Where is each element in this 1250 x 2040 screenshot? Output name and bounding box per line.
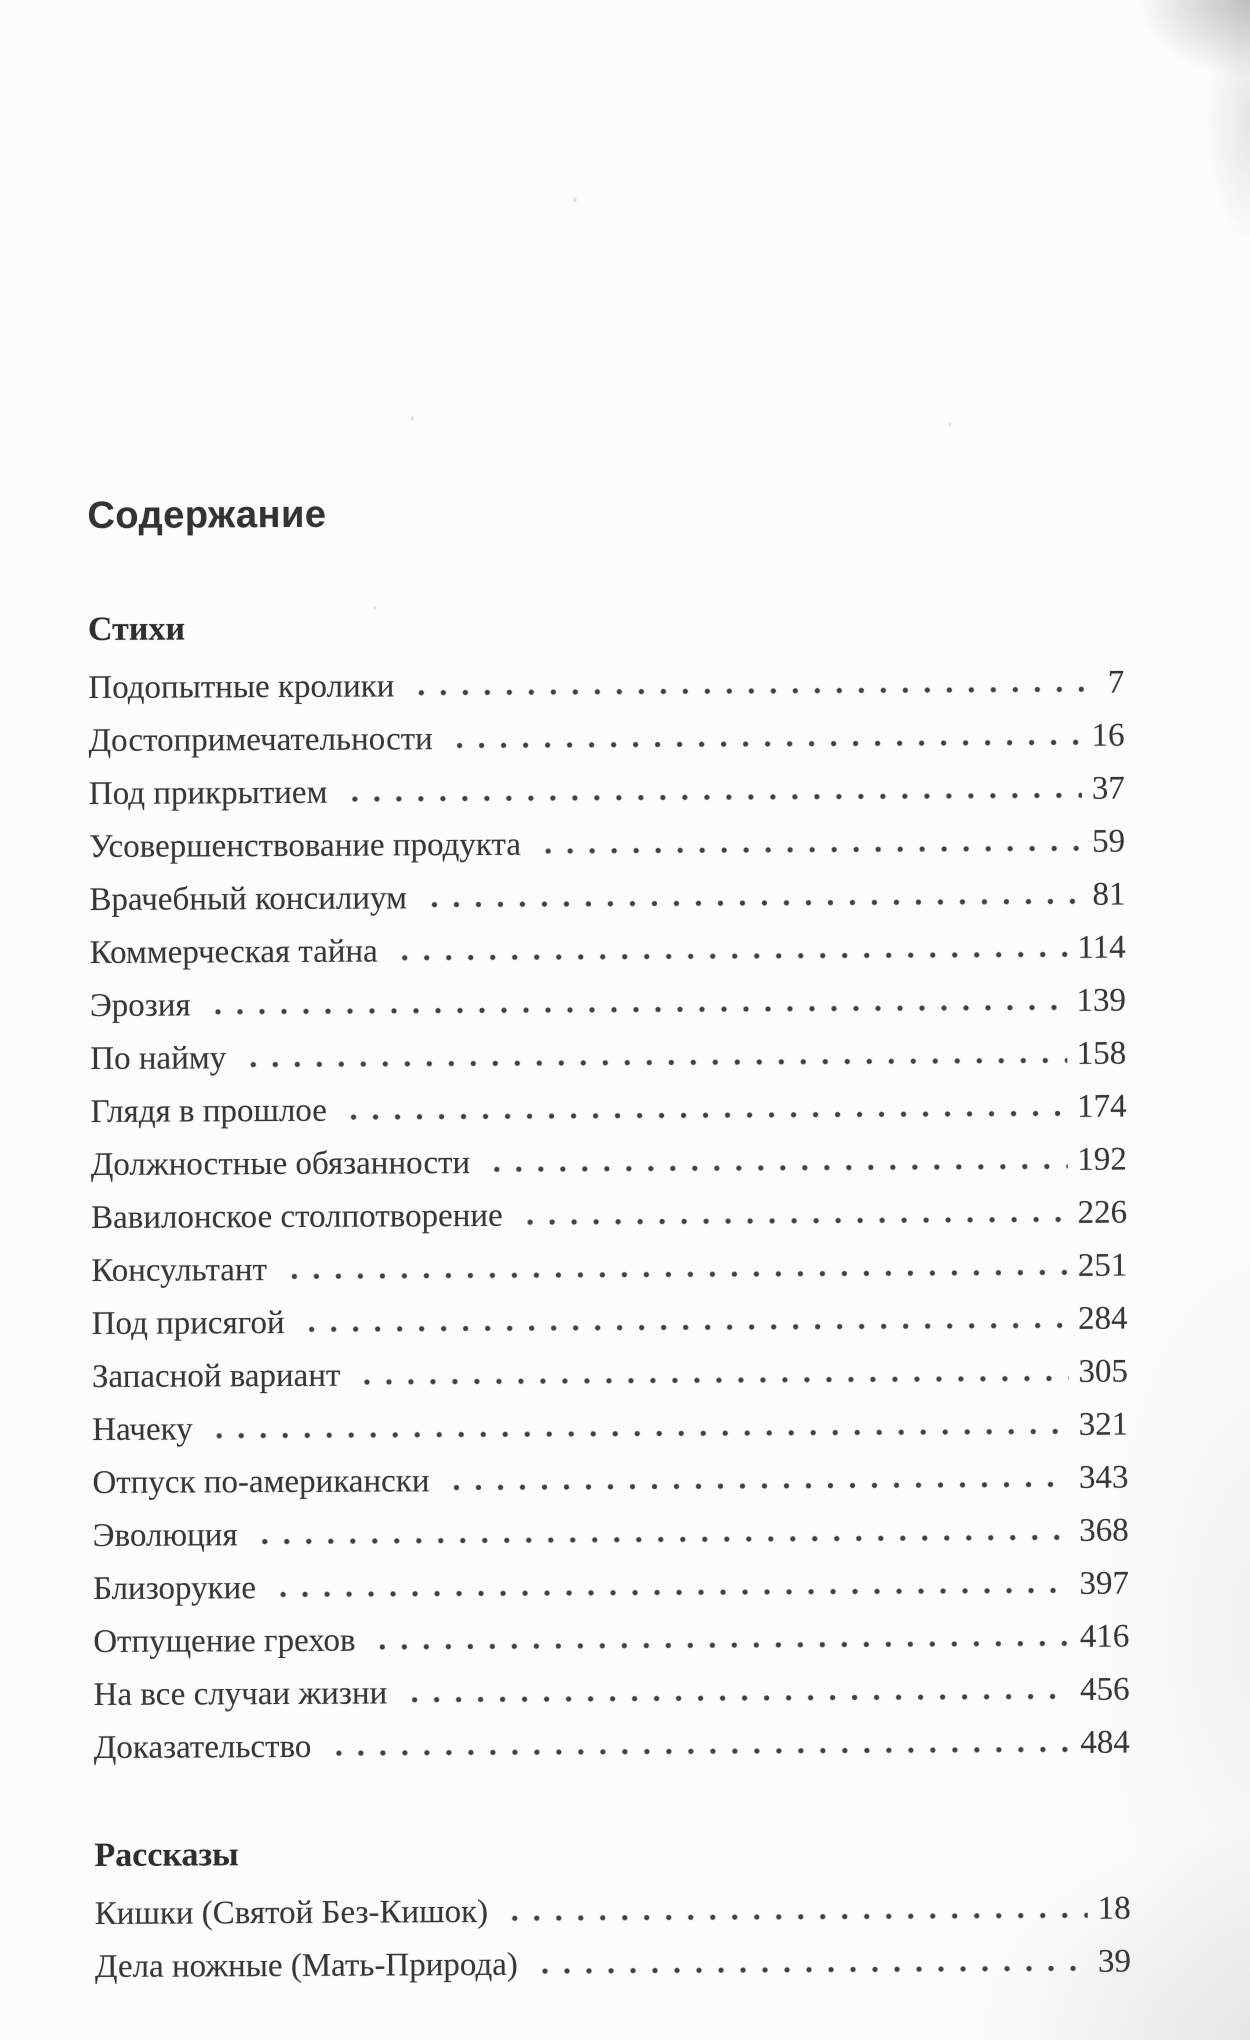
toc-entry <box>93 1505 1129 1563</box>
entry-page-number: 37 <box>1091 770 1125 807</box>
entry-title: Консультант <box>91 1252 268 1290</box>
entry-page-number: 18 <box>1097 1890 1131 1927</box>
toc-entry <box>92 1399 1128 1457</box>
section-entries <box>95 1883 1132 1994</box>
dot-leader <box>356 1375 1068 1386</box>
toc-entry <box>89 763 1125 821</box>
entry-page-number: 158 <box>1076 1035 1127 1072</box>
entry-page-number: 456 <box>1079 1671 1130 1708</box>
toc-entry <box>91 1293 1127 1351</box>
section-entries <box>88 657 1130 1775</box>
toc-entry <box>90 1081 1126 1139</box>
dot-leader <box>537 845 1082 855</box>
entry-page-number: 174 <box>1076 1088 1127 1125</box>
dot-leader <box>445 1481 1069 1491</box>
entry-page-number: 321 <box>1078 1406 1129 1443</box>
entry-title: Должностные обязанности <box>90 1145 471 1184</box>
section-heading: Рассказы <box>94 1836 239 1874</box>
toc-entry <box>90 922 1126 980</box>
toc-entry <box>92 1452 1128 1510</box>
dot-leader <box>403 1693 1070 1703</box>
toc-section <box>94 1830 1131 1994</box>
toc-entry <box>88 710 1124 768</box>
entry-title: Врачебный консилиум <box>89 880 408 919</box>
entry-page-number: 81 <box>1092 876 1126 913</box>
toc-entry <box>91 1240 1127 1298</box>
entry-page-number: 39 <box>1097 1943 1132 1980</box>
toc-section <box>88 604 1130 1775</box>
toc-entry <box>91 1134 1127 1192</box>
dot-leader <box>423 898 1083 908</box>
entry-title: Эрозия <box>89 987 191 1025</box>
entry-title: Отпущение грехов <box>93 1622 356 1660</box>
dot-leader <box>343 792 1081 803</box>
entry-title: Эволюция <box>92 1517 238 1554</box>
entry-title: Отпуск по-американски <box>92 1463 430 1501</box>
toc-entry <box>91 1187 1127 1245</box>
entry-title: Начеку <box>92 1411 193 1448</box>
entry-page-number: 59 <box>1092 823 1126 860</box>
entry-title: На все случаи жизни <box>93 1675 388 1713</box>
toc-entry <box>93 1664 1129 1722</box>
entry-title: Дела ножные (Мать-Природа) <box>94 1946 518 1985</box>
dot-leader <box>519 1216 1068 1226</box>
dot-leader <box>343 1110 1067 1121</box>
entry-page-number: 226 <box>1077 1194 1128 1231</box>
entry-title: Подопытные кролики <box>88 668 395 707</box>
entry-page-number: 484 <box>1080 1724 1130 1761</box>
section-heading: Стихи <box>87 610 186 649</box>
table-of-contents <box>87 488 1131 1994</box>
entry-title: По найму <box>90 1040 227 1078</box>
entry-title: Под прикрытием <box>88 774 328 813</box>
toc-entry <box>92 1346 1128 1404</box>
dot-leader <box>534 1965 1088 1975</box>
toc-entry <box>93 1558 1129 1616</box>
toc-entry <box>90 1028 1126 1086</box>
dot-leader <box>327 1746 1070 1757</box>
entry-page-number: 368 <box>1079 1512 1129 1549</box>
dot-leader <box>394 951 1068 962</box>
dot-leader <box>449 739 1082 749</box>
entry-title: Близорукие <box>92 1570 257 1607</box>
page-title: Содержание <box>87 493 327 538</box>
toc-entry <box>93 1611 1129 1669</box>
toc-entry <box>90 975 1126 1033</box>
entry-title: Глядя в прошлое <box>90 1092 328 1131</box>
toc-entry <box>88 657 1124 715</box>
entry-page-number: 114 <box>1077 929 1126 966</box>
dot-leader <box>207 1004 1067 1016</box>
dot-leader <box>410 686 1097 697</box>
dot-leader <box>272 1587 1070 1598</box>
entry-page-number: 139 <box>1076 982 1127 1019</box>
entry-page-number: 192 <box>1077 1141 1127 1178</box>
entry-title: Вавилонское столпотворение <box>90 1197 503 1237</box>
dot-leader <box>209 1428 1069 1440</box>
toc-entry <box>95 1936 1131 1994</box>
entry-title: Коммерческая тайна <box>89 933 378 972</box>
entry-page-number: 16 <box>1091 717 1125 754</box>
dot-leader <box>372 1640 1070 1651</box>
dot-leader <box>486 1163 1067 1173</box>
entry-title: Достопримечательности <box>88 721 433 760</box>
entry-page-number: 284 <box>1078 1300 1128 1337</box>
entry-page-number: 416 <box>1079 1618 1130 1655</box>
entry-title: Доказательство <box>93 1728 312 1766</box>
toc-entry <box>89 816 1125 874</box>
dot-leader <box>301 1322 1069 1333</box>
entry-page-number: 343 <box>1078 1459 1129 1496</box>
entry-page-number: 251 <box>1077 1247 1128 1284</box>
toc-entry <box>89 869 1125 927</box>
entry-page-number: 7 <box>1107 664 1125 701</box>
dot-leader <box>283 1269 1068 1280</box>
toc-entry <box>94 1717 1130 1775</box>
dot-leader <box>242 1057 1067 1068</box>
toc-entry <box>95 1883 1131 1941</box>
entry-title: Кишки (Святой Без-Кишок) <box>94 1893 489 1932</box>
entry-page-number: 397 <box>1079 1565 1130 1602</box>
entry-page-number: 305 <box>1078 1353 1128 1390</box>
dot-leader <box>504 1912 1088 1922</box>
entry-title: Под присягой <box>91 1304 285 1343</box>
toc-sections <box>88 604 1131 1994</box>
entry-title: Усовершенствование продукта <box>89 826 522 866</box>
dot-leader <box>254 1534 1070 1545</box>
entry-title: Запасной вариант <box>91 1357 341 1395</box>
